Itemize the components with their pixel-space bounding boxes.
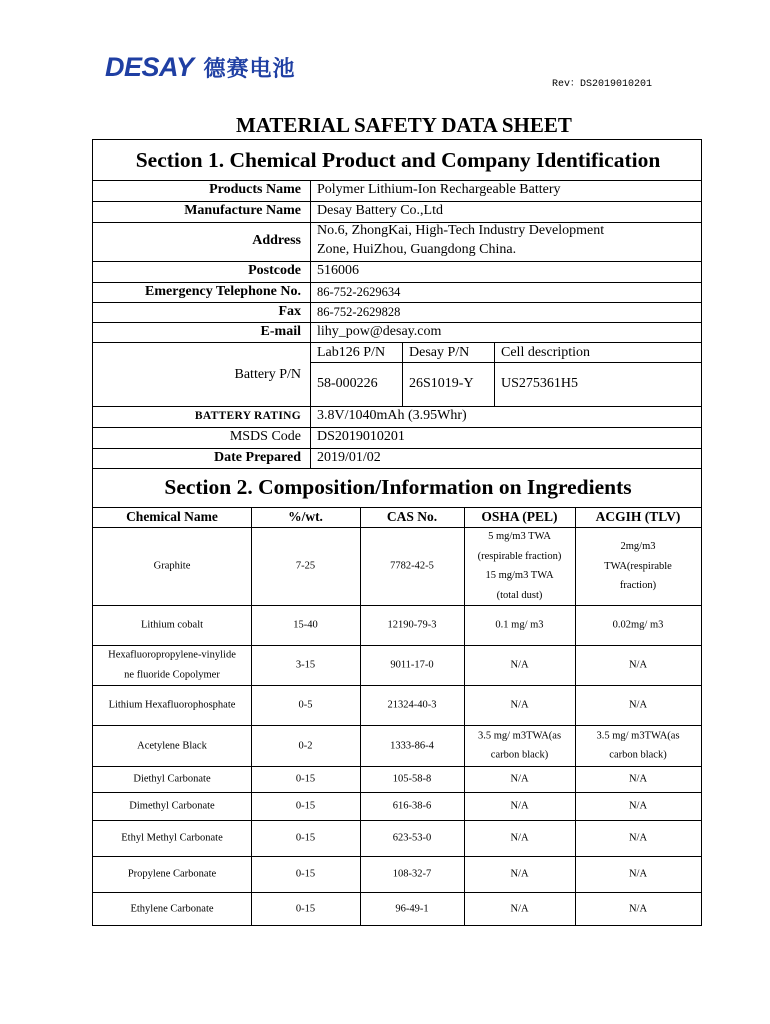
- ingredient-osha-pel: [464, 726, 575, 765]
- cell-line: 5 mg/m3 TWA: [488, 531, 551, 542]
- col-header-cas: CAS No.: [386, 509, 438, 524]
- ingredient-wt-value: [251, 899, 360, 919]
- cell-line: 3-15: [295, 659, 316, 671]
- fax-value: 86-752-2629828: [317, 305, 401, 319]
- postcode-value: 516006: [317, 263, 359, 278]
- cell-line: N/A: [628, 832, 648, 844]
- date-prepared-label: Date Prepared: [214, 450, 301, 465]
- cell-line: N/A: [510, 903, 529, 915]
- ingredient-acgih-tlv: [575, 655, 701, 675]
- ingredient-cas-number: [360, 736, 464, 756]
- cell-line: 7782-42-5: [390, 560, 434, 572]
- manufacture-name-value: Desay Battery Co.,Ltd: [317, 203, 443, 218]
- cell-line: 0-15: [295, 903, 316, 915]
- ingredient-wt-value: [251, 655, 360, 675]
- cell-line: ne fluoride Copolymer: [124, 669, 220, 680]
- ingredient-acgih-tlv: [575, 864, 701, 884]
- ingredient-acgih-tlv: [575, 695, 701, 715]
- cell-line: Ethylene Carbonate: [130, 903, 214, 915]
- pn-value-cell-description: US275361H5: [501, 376, 579, 391]
- ingredient-wt-value: [251, 864, 360, 884]
- cell-line: 0-5: [298, 699, 313, 711]
- ingredient-wt-value: [251, 615, 360, 635]
- ingredient-wt-value: [251, 796, 360, 816]
- pn-value-lab126: 58-000226: [317, 376, 378, 391]
- cell-line: 3.5 mg/ m3TWA(as: [596, 730, 680, 741]
- cell-line: 105-58-8: [392, 773, 432, 785]
- cell-line: 0-15: [295, 868, 316, 880]
- cell-line: Acetylene Black: [137, 739, 207, 751]
- emergency-phone-value: 86-752-2629634: [317, 285, 401, 299]
- cell-line: Propylene Carbonate: [127, 868, 217, 880]
- col-header-acgih: ACGIH (TLV): [595, 509, 681, 524]
- revision-number: Rev：DS2019010201: [552, 79, 653, 90]
- cell-line: (total dust): [496, 589, 543, 601]
- logo-text-en: DESAY: [105, 52, 194, 82]
- ingredient-acgih-tlv: [575, 537, 701, 596]
- cell-line: Lithium Hexafluorophosphate: [108, 699, 236, 711]
- cell-line: 3.5 mg/ m3TWA(as: [477, 730, 562, 741]
- cell-line: 0-15: [295, 773, 316, 785]
- cell-line: 0.1 mg/ m3: [495, 619, 544, 631]
- ingredient-wt-value: [251, 556, 360, 576]
- cell-line: Graphite: [153, 560, 191, 572]
- date-prepared-value: 2019/01/02: [317, 450, 381, 465]
- ingredient-acgih-tlv: [575, 796, 701, 816]
- fax-label: Fax: [278, 304, 301, 319]
- cell-line: carbon black): [490, 749, 549, 761]
- ingredient-cas-number: [360, 556, 464, 576]
- cell-line: 0.02mg/ m3: [612, 619, 664, 631]
- ingredient-chemical-name: [93, 899, 251, 919]
- col-header-chemical-name: Chemical Name: [126, 509, 218, 524]
- cell-line: N/A: [628, 868, 648, 880]
- ingredient-cas-number: [360, 695, 464, 715]
- cell-line: N/A: [510, 800, 529, 812]
- ingredient-cas-number: [360, 864, 464, 884]
- cell-line: 2mg/m3: [620, 540, 656, 552]
- address-label: Address: [252, 233, 301, 248]
- cell-line: N/A: [510, 773, 529, 785]
- ingredient-chemical-name: [93, 796, 251, 816]
- cell-line: 623-53-0: [392, 832, 432, 844]
- ingredient-cas-number: [360, 796, 464, 816]
- pn-header-cell-description: Cell description: [501, 345, 591, 360]
- postcode-label: Postcode: [248, 263, 301, 278]
- cell-line: N/A: [628, 773, 648, 785]
- document-title: MATERIAL SAFETY DATA SHEET: [236, 113, 572, 137]
- ingredient-osha-pel: [464, 899, 575, 919]
- ingredient-cas-number: [360, 769, 464, 789]
- cell-line: TWA(respirable: [604, 560, 672, 572]
- cell-line: 108-32-7: [392, 868, 432, 880]
- cell-line: 9011-17-0: [390, 659, 434, 671]
- ingredient-chemical-name: [93, 736, 251, 756]
- row-divider: [93, 792, 701, 793]
- cell-line: 7-25: [295, 560, 316, 572]
- cell-line: Hexafluoropropylene-vinylide: [108, 649, 236, 661]
- row-divider: [93, 892, 701, 893]
- ingredient-acgih-tlv: [575, 615, 701, 635]
- row-divider: [93, 685, 701, 686]
- ingredient-wt-value: [251, 828, 360, 848]
- row-divider: [93, 605, 701, 606]
- cell-line: N/A: [510, 699, 529, 711]
- ingredient-osha-pel: [464, 796, 575, 816]
- cell-line: 15 mg/m3 TWA: [485, 570, 554, 581]
- section1-title: Section 1. Chemical Product and Company Identification: [135, 148, 661, 172]
- msds-code-value: DS2019010201: [317, 429, 405, 444]
- row-divider: [93, 856, 701, 857]
- section2-title: Section 2. Composition/Information on Ingredients: [164, 475, 632, 499]
- cell-line: 0-2: [298, 739, 313, 751]
- ingredient-wt-value: [251, 769, 360, 789]
- col-header-osha: OSHA (PEL): [481, 509, 558, 524]
- cell-line: 96-49-1: [395, 903, 429, 915]
- battery-pn-label: Battery P/N: [234, 367, 301, 382]
- cell-line: N/A: [510, 832, 529, 844]
- email-label: E-mail: [260, 324, 301, 339]
- ingredient-cas-number: [360, 828, 464, 848]
- cell-line: Lithium cobalt: [140, 619, 204, 631]
- cell-line: fraction): [619, 579, 657, 591]
- cell-line: Ethyl Methyl Carbonate: [121, 832, 223, 844]
- ingredient-chemical-name: [93, 556, 251, 576]
- ingredient-cas-number: [360, 615, 464, 635]
- ingredient-acgih-tlv: [575, 899, 701, 919]
- cell-line: 0-15: [295, 832, 316, 844]
- pn-header-desay: Desay P/N: [409, 345, 470, 360]
- msds-frame: [92, 139, 702, 926]
- address-line-2: Zone, HuiZhou, Guangdong China.: [317, 242, 517, 257]
- emergency-phone-label: Emergency Telephone No.: [145, 284, 301, 299]
- ingredient-acgih-tlv: [575, 769, 701, 789]
- ingredient-osha-pel: [464, 864, 575, 884]
- cell-line: 12190-79-3: [387, 619, 437, 631]
- cell-line: Dimethyl Carbonate: [129, 800, 215, 812]
- ingredient-acgih-tlv: [575, 828, 701, 848]
- ingredient-osha-pel: [464, 769, 575, 789]
- row-divider: [93, 820, 701, 821]
- ingredient-osha-pel: [464, 615, 575, 635]
- cell-line: N/A: [628, 659, 648, 671]
- ingredient-osha-pel: [464, 828, 575, 848]
- cell-line: Diethyl Carbonate: [133, 773, 211, 785]
- row-divider: [93, 766, 701, 767]
- cell-line: (respirable fraction): [477, 550, 562, 562]
- products-name-value: Polymer Lithium-Ion Rechargeable Battery: [317, 182, 561, 197]
- ingredient-cas-number: [360, 655, 464, 675]
- msds-code-label: MSDS Code: [229, 429, 301, 444]
- ingredient-chemical-name: [93, 828, 251, 848]
- cell-line: N/A: [628, 800, 648, 812]
- manufacture-name-label: Manufacture Name: [184, 203, 301, 218]
- products-name-label: Products Name: [209, 182, 301, 197]
- ingredient-osha-pel: [464, 655, 575, 675]
- battery-rating-value: 3.8V/1040mAh (3.95Whr): [317, 408, 467, 423]
- ingredient-cas-number: [360, 899, 464, 919]
- ingredient-chemical-name: [93, 695, 251, 715]
- ingredient-chemical-name: [93, 864, 251, 884]
- cell-line: N/A: [510, 659, 529, 671]
- ingredient-chemical-name: [93, 769, 251, 789]
- address-line-1: No.6, ZhongKai, High-Tech Industry Development: [317, 223, 605, 238]
- ingredient-chemical-name: [93, 615, 251, 635]
- cell-line: 1333-86-4: [390, 739, 434, 751]
- ingredient-wt-value: [251, 736, 360, 756]
- cell-line: 21324-40-3: [387, 699, 437, 711]
- battery-rating-label: BATTERY RATING: [194, 410, 301, 422]
- pn-value-desay: 26S1019-Y: [409, 376, 474, 391]
- desay-logo: [105, 52, 296, 83]
- pn-header-lab126: Lab126 P/N: [317, 345, 386, 360]
- ingredient-osha-pel: [464, 527, 575, 605]
- cell-line: N/A: [510, 868, 529, 880]
- email-value: lihy_pow@desay.com: [317, 324, 442, 339]
- cell-line: carbon black): [609, 749, 667, 761]
- logo-text-cn: 德赛电池: [203, 57, 296, 82]
- cell-line: 0-15: [295, 800, 316, 812]
- cell-line: 15-40: [293, 619, 318, 631]
- ingredient-chemical-name: [93, 646, 251, 685]
- ingredient-acgih-tlv: [575, 726, 701, 765]
- cell-line: N/A: [628, 699, 648, 711]
- ingredient-wt-value: [251, 695, 360, 715]
- col-header-wt: %/wt.: [288, 509, 323, 524]
- cell-line: 616-38-6: [392, 800, 432, 812]
- ingredient-osha-pel: [464, 695, 575, 715]
- cell-line: N/A: [628, 903, 648, 915]
